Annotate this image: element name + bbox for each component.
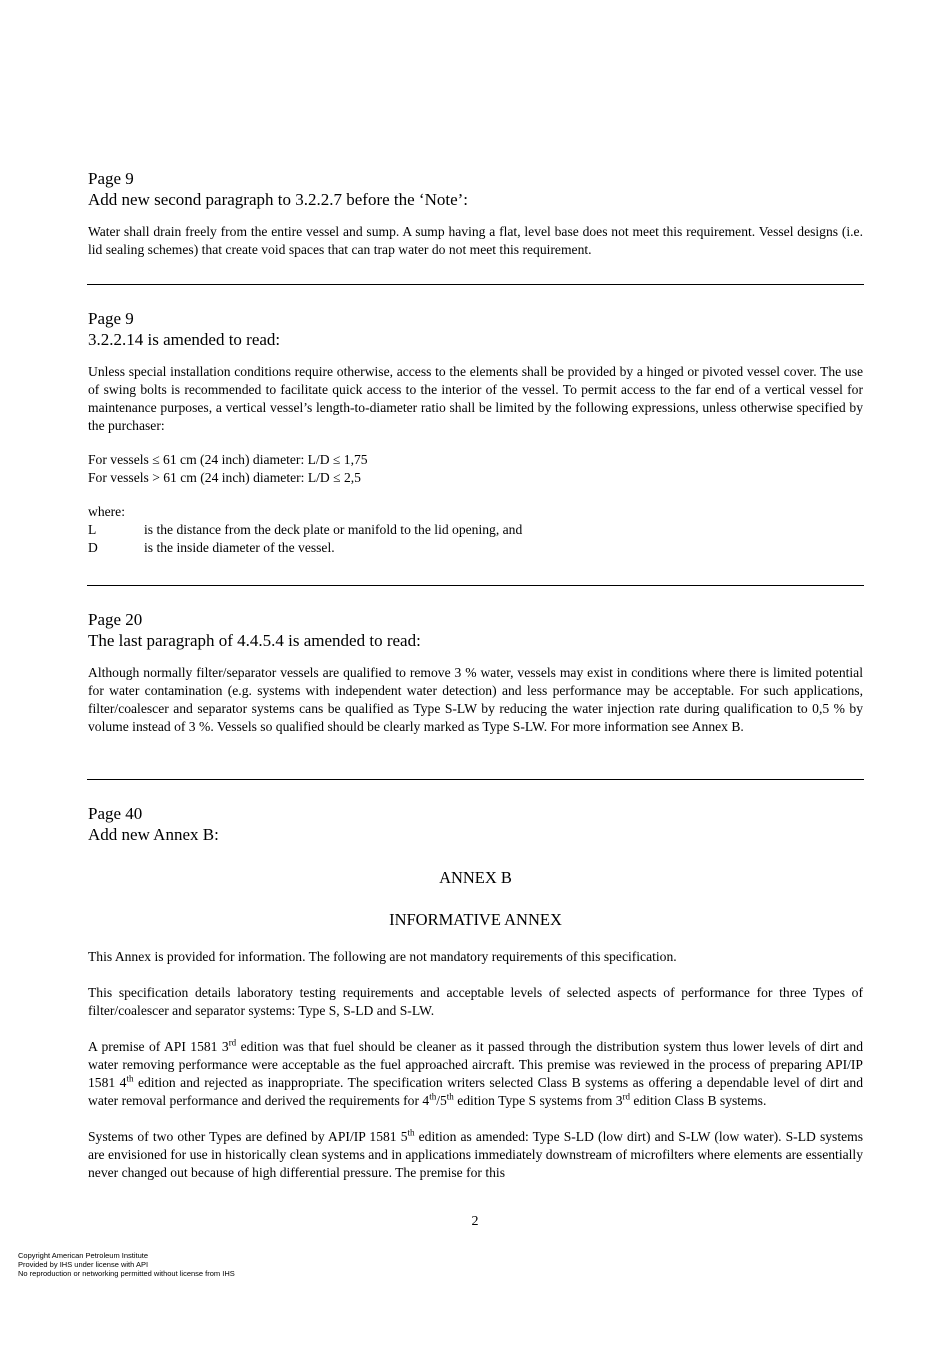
section-heading: Add new Annex B: bbox=[88, 825, 219, 844]
definition-row bbox=[88, 539, 863, 557]
paragraph: Although normally filter/separator vessels are qualified to remove 3 % water, vessels may exist in conditions where there is limited potential for water contamination (e.g. systems with independent water detection) and less performance may be acceptable. For such applications, filter/coalescer and separator systems cans be qualified as Type S-LW by reducing the water injection rate during qualification to 0,5 % by volume instead of 3 %. Vessels so qualified should be clearly marked as Type S-LW. For more information see Annex B. bbox=[88, 665, 863, 734]
section-page40 bbox=[88, 803, 863, 845]
section-page-ref: Page 9 bbox=[88, 169, 134, 188]
definition-term: D bbox=[88, 540, 98, 555]
section-heading: Add new second paragraph to 3.2.2.7 before the ‘Note’: bbox=[88, 190, 469, 209]
footer-line: No reproduction or networking permitted without license from IHS bbox=[18, 1269, 235, 1278]
page-number: 2 bbox=[471, 1214, 479, 1229]
section-divider bbox=[87, 284, 864, 285]
section-divider bbox=[87, 585, 864, 586]
expression-line: For vessels > 61 cm (24 inch) diameter: L/D ≤ 2,5 bbox=[88, 470, 361, 485]
definition-desc: is the distance from the deck plate or manifold to the lid opening, and bbox=[144, 522, 523, 537]
footer-line: Copyright American Petroleum Institute bbox=[18, 1251, 149, 1260]
section-heading: 3.2.2.14 is amended to read: bbox=[88, 330, 281, 349]
definition-term: L bbox=[88, 522, 97, 537]
annex-title: ANNEX B bbox=[439, 868, 512, 887]
section-page-ref: Page 20 bbox=[88, 610, 143, 629]
footer-line: Provided by IHS under license with API bbox=[18, 1260, 149, 1269]
section-page-ref: Page 9 bbox=[88, 309, 134, 328]
paragraph: Systems of two other Types are defined by API/IP 1581 5th edition as amended: Type S-LD (low dirt) and S-LW (low water). S-LD systems are envisioned for use in historically clean systems and in applications immediately downstream of microfilters where elements are essentially never changed out because of high differential pressure. The premise for this bbox=[88, 1127, 863, 1180]
section-divider bbox=[87, 779, 864, 780]
annex-subtitle: INFORMATIVE ANNEX bbox=[389, 910, 562, 929]
section-page20 bbox=[88, 609, 863, 736]
paragraph: This specification details laboratory testing requirements and acceptable levels of selected aspects of performance for three Types of filter/coalescer and separator systems: Type S, S-LD and S-LW. bbox=[88, 985, 863, 1018]
where-label: where: bbox=[88, 504, 125, 519]
section-page9-b bbox=[88, 308, 863, 557]
section-page9-a bbox=[88, 168, 863, 259]
annex-body bbox=[88, 948, 863, 1182]
section-heading: The last paragraph of 4.4.5.4 is amended to read: bbox=[88, 631, 421, 650]
definition-row bbox=[88, 521, 863, 539]
paragraph: A premise of API 1581 3rd edition was that fuel should be cleaner as it passed through the distribution system thus lower levels of dirt and water removing performance were acceptable as the fuel approached aircraft. This premise was reviewed in the process of preparing API/IP 1581 4th edition and rejected as inappropriate. The specification writers selected Class B systems as offering a dependable level of dirt and water removal performance and derived the requirements for 4th/5th edition Type S systems from 3rd edition Class B systems. bbox=[88, 1037, 863, 1108]
paragraph: This Annex is provided for information. The following are not mandatory requirements of this specification. bbox=[88, 949, 677, 964]
section-page-ref: Page 40 bbox=[88, 804, 143, 823]
paragraph: Water shall drain freely from the entire vessel and sump. A sump having a flat, level base does not meet this requirement. Vessel designs (i.e. lid sealing schemes) that create void spaces that can trap water do not meet this requirement. bbox=[88, 224, 863, 257]
paragraph: Unless special installation conditions require otherwise, access to the elements shall be provided by a hinged or pivoted vessel cover. The use of swing bolts is recommended to facilitate quick access to the interior of the vessel. To permit access to the far end of a vertical vessel for maintenance purposes, a vertical vessel’s length-to-diameter ratio shall be limited by the following expressions, unless otherwise specified by the purchaser: bbox=[88, 364, 863, 433]
copyright-footer bbox=[18, 1251, 235, 1278]
definition-desc: is the inside diameter of the vessel. bbox=[144, 540, 335, 555]
expression-line: For vessels ≤ 61 cm (24 inch) diameter: L/D ≤ 1,75 bbox=[88, 452, 368, 467]
